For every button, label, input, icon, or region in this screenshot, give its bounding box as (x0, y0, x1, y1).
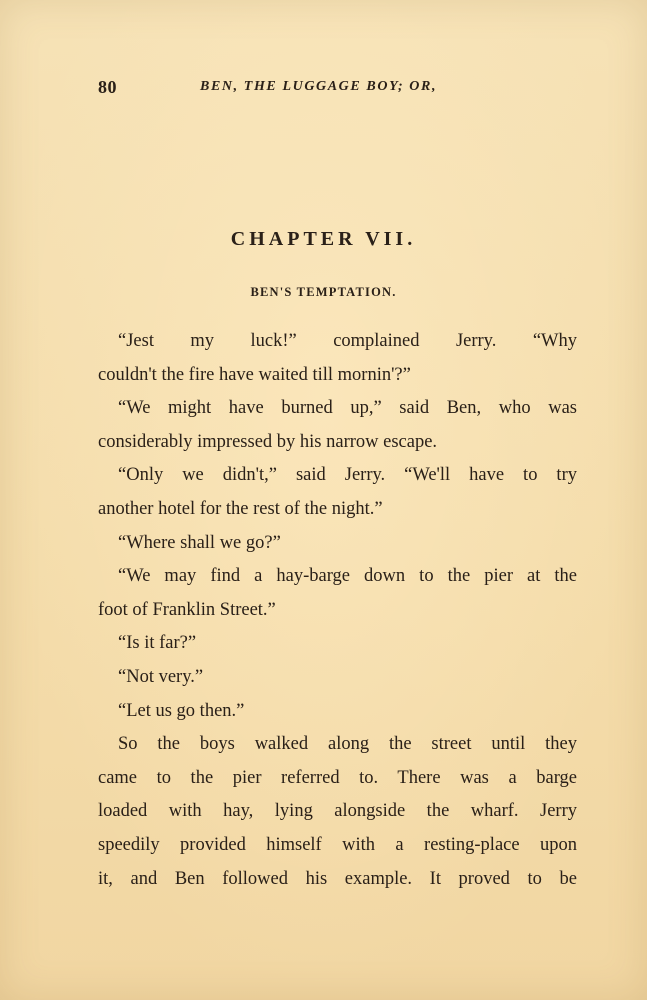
text-line: it, and Ben followed his example. It proved to be (98, 868, 577, 889)
text-line: So the boys walked along the street until they (118, 734, 577, 755)
text-line: came to the pier referred to. There was a barge (98, 767, 577, 788)
text-line: “We may find a hay-barge down to the pier at the (118, 566, 577, 587)
text-line: “Jest my luck!” complained Jerry. “Why (118, 331, 577, 351)
text-line: foot of Franklin Street.” (98, 599, 276, 620)
running-head (98, 77, 478, 99)
text-line: loaded with hay, lying alongside the wharf. Jerry (98, 801, 577, 822)
text-line: another hotel for the rest of the night.” (98, 498, 383, 519)
text-line: “Not very.” (118, 666, 204, 687)
chapter-subtitle: BEN'S TEMPTATION. (250, 285, 397, 299)
text-line: “Where shall we go?” (118, 532, 281, 553)
running-title: BEN, THE LUGGAGE BOY; OR, (200, 79, 438, 94)
chapter-title: CHAPTER VII. (230, 228, 417, 250)
text-line: “We might have burned up,” said Ben, who was (118, 398, 577, 419)
text-line: couldn't the fire have waited till mornin'?” (98, 364, 411, 385)
page-number: 80 (98, 77, 117, 97)
text-line: considerably impressed by his narrow escape. (98, 431, 438, 452)
text-line: “Let us go then.” (118, 700, 245, 721)
text-line: “Only we didn't,” said Jerry. “We'll have to try (118, 465, 577, 486)
text-line: speedily provided himself with a resting-place upon (98, 834, 577, 855)
body-text (98, 325, 577, 896)
text-line: “Is it far?” (118, 633, 197, 654)
